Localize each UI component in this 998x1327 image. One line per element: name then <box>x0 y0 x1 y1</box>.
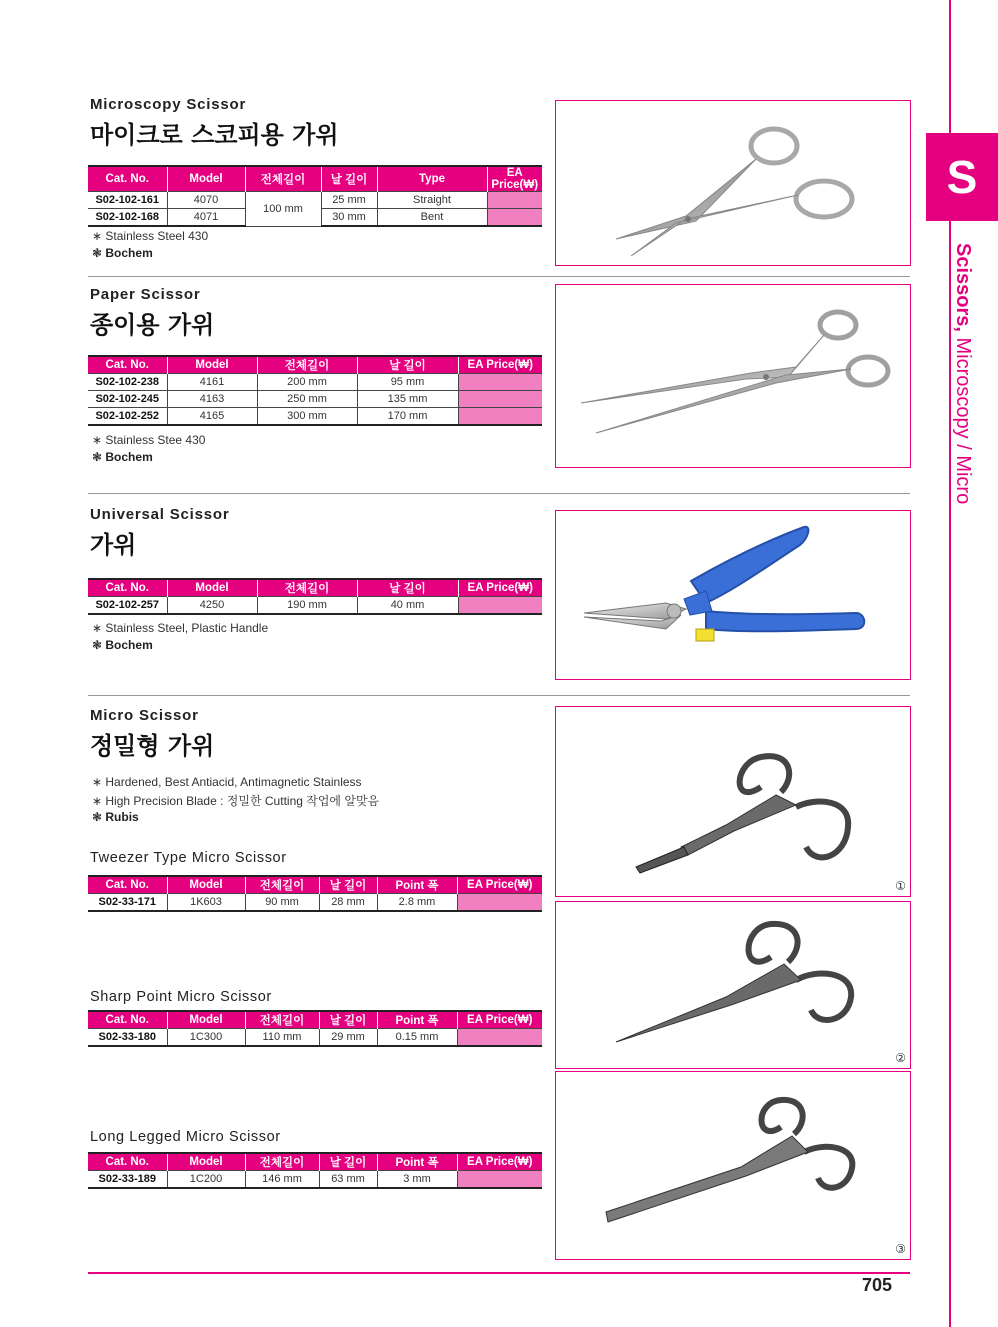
cell-model: 1K603 <box>167 894 245 912</box>
cell-total-length: 90 mm <box>245 894 319 912</box>
header-total-length: 전체길이 <box>257 356 357 374</box>
cell-total-length: 300 mm <box>257 408 357 426</box>
long-scissor-photo <box>555 1071 911 1260</box>
header-model: Model <box>167 876 245 894</box>
tweezer-scissor-photo <box>555 706 911 897</box>
side-label-rest: Microscopy / Micro <box>952 331 974 505</box>
photo-marker-3: ③ <box>895 1242 906 1256</box>
header-total-length: 전체길이 <box>245 166 321 192</box>
table-header-row <box>88 166 542 192</box>
section-divider <box>88 493 910 494</box>
section-divider <box>88 276 910 277</box>
table-row <box>88 597 542 615</box>
cell-cat-no: S02-33-180 <box>88 1029 167 1047</box>
page-number: 705 <box>862 1275 893 1295</box>
header-cat-no: Cat. No. <box>88 166 167 192</box>
cell-cat-no: S02-33-171 <box>88 894 167 912</box>
universal-title-ko: 가위 <box>90 531 137 559</box>
side-category-label <box>951 243 974 504</box>
micro-brand: ❃ Rubis <box>92 810 139 824</box>
cell-blade-length: 29 mm <box>319 1029 377 1047</box>
header-price: EA Price(₩) <box>487 166 542 192</box>
cell-total-length: 190 mm <box>257 597 357 615</box>
cell-price <box>458 391 542 408</box>
header-model: Model <box>167 1153 245 1171</box>
cell-total-length: 110 mm <box>245 1029 319 1047</box>
paper-material-note: ∗ Stainless Stee 430 <box>92 433 206 447</box>
table-header-row <box>88 1153 542 1171</box>
cell-model: 4165 <box>167 408 257 426</box>
cell-total-length: 146 mm <box>245 1171 319 1189</box>
long-subtitle: Long Legged Micro Scissor <box>90 1129 281 1145</box>
header-cat-no: Cat. No. <box>88 579 167 597</box>
sharp-subtitle: Sharp Point Micro Scissor <box>90 989 272 1005</box>
header-point-width: Point 폭 <box>377 1153 457 1171</box>
header-model: Model <box>167 356 257 374</box>
tweezer-spec-table <box>88 875 542 912</box>
section-tab <box>926 133 998 221</box>
cell-price <box>458 597 542 615</box>
paper-spec-table <box>88 355 542 426</box>
header-price: EA Price(₩) <box>457 1153 542 1171</box>
universal-title-en: Universal Scissor <box>90 506 230 523</box>
header-blade-length: 날 길이 <box>357 579 458 597</box>
table-header-row <box>88 579 542 597</box>
table-row <box>88 408 542 426</box>
universal-material-note: ∗ Stainless Steel, Plastic Handle <box>92 621 269 635</box>
cell-point-width: 0.15 mm <box>377 1029 457 1047</box>
cell-blade-length: 95 mm <box>357 374 458 391</box>
section-divider <box>88 695 910 696</box>
cell-point-width: 2.8 mm <box>377 894 457 912</box>
cell-model: 4250 <box>167 597 257 615</box>
cell-blade-length: 63 mm <box>319 1171 377 1189</box>
table-header-row <box>88 876 542 894</box>
cell-blade-length: 25 mm <box>321 192 377 209</box>
tweezer-subtitle: Tweezer Type Micro Scissor <box>90 850 287 866</box>
header-blade-length: 날 길이 <box>319 1153 377 1171</box>
cell-type: Straight <box>377 192 487 209</box>
header-total-length: 전체길이 <box>245 1153 319 1171</box>
cell-model: 1C200 <box>167 1171 245 1189</box>
microscopy-brand: ❃ Bochem <box>92 246 153 260</box>
cell-total-length: 200 mm <box>257 374 357 391</box>
header-cat-no: Cat. No. <box>88 1153 167 1171</box>
microscopy-material-note: ∗ Stainless Steel 430 <box>92 229 209 243</box>
micro-feature-note-1: ∗ Hardened, Best Antiacid, Antimagnetic Stainless <box>92 775 362 789</box>
header-price: EA Price(₩) <box>458 356 542 374</box>
cell-total-length: 100 mm <box>245 192 321 227</box>
universal-brand: ❃ Bochem <box>92 638 153 652</box>
header-blade-length: 날 길이 <box>319 1011 377 1029</box>
table-row <box>88 391 542 408</box>
header-total-length: 전체길이 <box>257 579 357 597</box>
cell-price <box>457 1029 542 1047</box>
table-row <box>88 1171 542 1189</box>
universal-spec-table <box>88 578 542 615</box>
cell-total-length: 250 mm <box>257 391 357 408</box>
cell-cat-no: S02-102-238 <box>88 374 167 391</box>
cell-cat-no: S02-33-189 <box>88 1171 167 1189</box>
microscopy-title-ko: 마이크로 스코피용 가위 <box>90 121 339 149</box>
header-total-length: 전체길이 <box>245 1011 319 1029</box>
sharp-scissor-photo <box>555 901 911 1069</box>
micro-feature-note-2: ∗ High Precision Blade : 정밀한 Cutting 작업에 알맞음 <box>92 794 380 808</box>
micro-title-en: Micro Scissor <box>90 707 199 724</box>
cell-price <box>457 894 542 912</box>
paper-scissor-photo <box>555 284 911 468</box>
table-row <box>88 1029 542 1047</box>
cell-cat-no: S02-102-245 <box>88 391 167 408</box>
paper-title-ko: 종이용 가위 <box>90 311 215 339</box>
header-model: Model <box>167 579 257 597</box>
long-spec-table <box>88 1152 542 1189</box>
header-model: Model <box>167 166 245 192</box>
microscopy-title-en: Microscopy Scissor <box>90 96 247 113</box>
header-total-length: 전체길이 <box>245 876 319 894</box>
header-cat-no: Cat. No. <box>88 356 167 374</box>
cell-blade-length: 40 mm <box>357 597 458 615</box>
side-label-bold: Scissors, <box>952 243 974 332</box>
header-cat-no: Cat. No. <box>88 876 167 894</box>
header-blade-length: 날 길이 <box>319 876 377 894</box>
table-header-row <box>88 356 542 374</box>
micro-title-ko: 정밀형 가위 <box>90 732 215 760</box>
cell-model: 4070 <box>167 192 245 209</box>
section-tab-letter: S <box>946 151 978 203</box>
photo-marker-2: ② <box>895 1051 906 1065</box>
cell-type: Bent <box>377 209 487 227</box>
cell-model: 4071 <box>167 209 245 227</box>
header-type: Type <box>377 166 487 192</box>
cell-price <box>458 374 542 391</box>
header-cat-no: Cat. No. <box>88 1011 167 1029</box>
footer-line <box>88 1272 910 1274</box>
table-row <box>88 192 542 209</box>
cell-price <box>458 408 542 426</box>
table-row <box>88 894 542 912</box>
header-blade-length: 날 길이 <box>321 166 377 192</box>
cell-price <box>487 192 542 209</box>
cell-model: 1C300 <box>167 1029 245 1047</box>
table-header-row <box>88 1011 542 1029</box>
cell-blade-length: 28 mm <box>319 894 377 912</box>
cell-cat-no: S02-102-252 <box>88 408 167 426</box>
cell-cat-no: S02-102-168 <box>88 209 167 227</box>
header-blade-length: 날 길이 <box>357 356 458 374</box>
sharp-spec-table <box>88 1010 542 1047</box>
header-model: Model <box>167 1011 245 1029</box>
cell-price <box>457 1171 542 1189</box>
microscopy-scissor-photo <box>555 100 911 266</box>
paper-title-en: Paper Scissor <box>90 286 201 303</box>
cell-blade-length: 30 mm <box>321 209 377 227</box>
cell-cat-no: S02-102-257 <box>88 597 167 615</box>
photo-marker-1: ① <box>895 879 906 893</box>
microscopy-spec-table <box>88 165 542 227</box>
cell-blade-length: 170 mm <box>357 408 458 426</box>
table-row <box>88 374 542 391</box>
cell-blade-length: 135 mm <box>357 391 458 408</box>
cell-cat-no: S02-102-161 <box>88 192 167 209</box>
cell-price <box>487 209 542 227</box>
paper-brand: ❃ Bochem <box>92 450 153 464</box>
header-price: EA Price(₩) <box>457 876 542 894</box>
universal-scissor-photo <box>555 510 911 680</box>
header-price: EA Price(₩) <box>458 579 542 597</box>
header-point-width: Point 폭 <box>377 876 457 894</box>
cell-model: 4163 <box>167 391 257 408</box>
cell-model: 4161 <box>167 374 257 391</box>
cell-point-width: 3 mm <box>377 1171 457 1189</box>
header-point-width: Point 폭 <box>377 1011 457 1029</box>
header-price: EA Price(₩) <box>457 1011 542 1029</box>
